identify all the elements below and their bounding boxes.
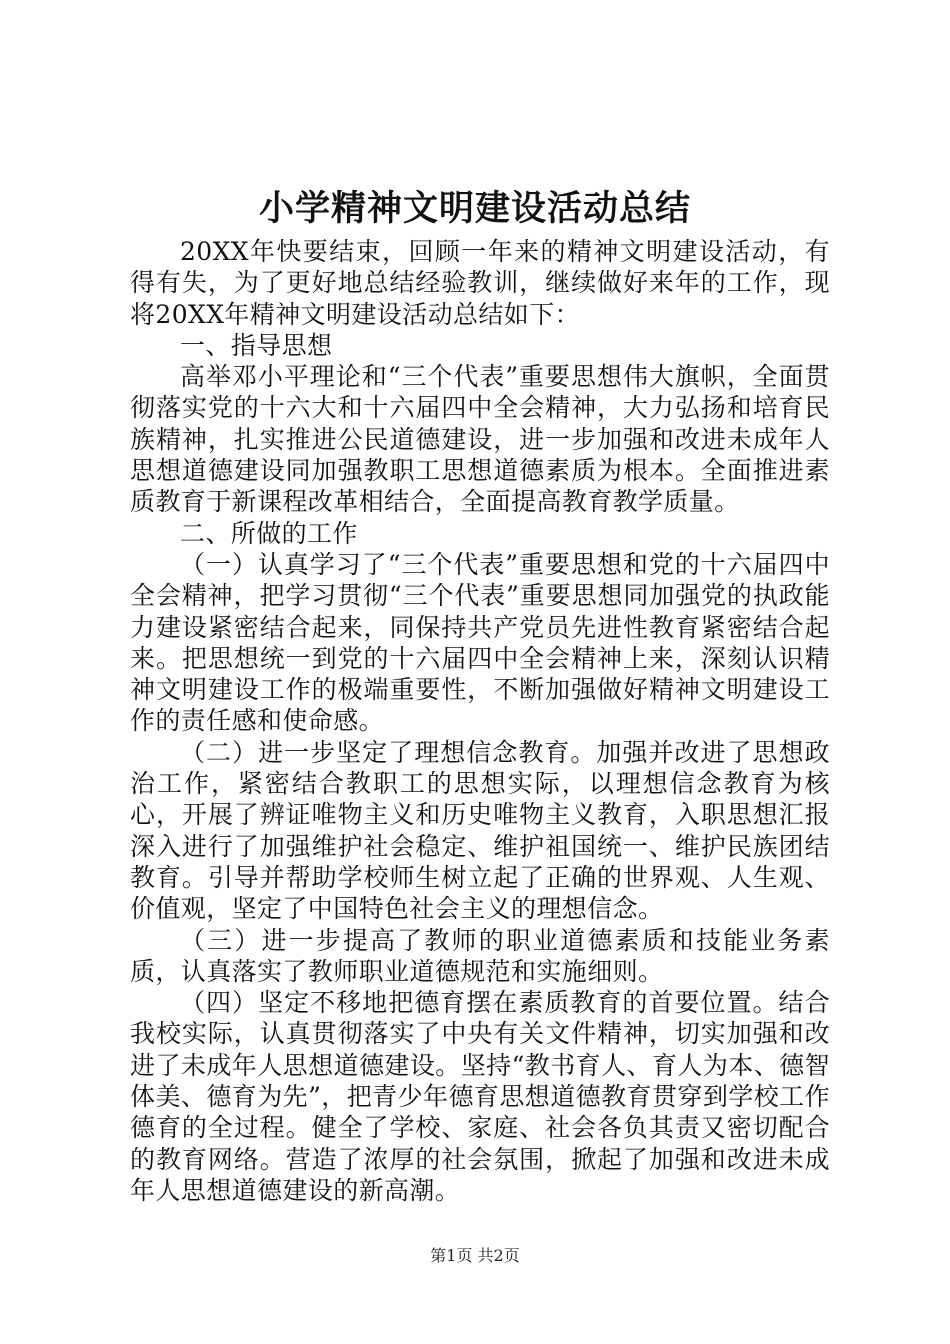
- work-item-2-paragraph: （二）进一步坚定了理想信念教育。加强并改进了思想政治工作，紧密结合教职工的思想实际，以理想信念教育为核心，开展了辨证唯物主义和历史唯物主义教育，入职思想汇报深入进行了加强维护社会稳定、维护祖国统一、维护民族团结教育。引导并帮助学校师生树立起了正确的世界观、人生观、价值观，坚定了中国特色社会主义的理想信念。: [130, 737, 830, 924]
- section-heading-work-done: 二、所做的工作: [180, 518, 358, 548]
- work-item-1-paragraph: （一）认真学习了“三个代表”重要思想和党的十六届四中全会精神，把学习贯彻“三个代表”重要思想同加强党的执政能力建设紧密结合起来，同保持共产党员先进性教育紧密结合起来。把思想统一到党的十六届四中全会精神上来，深刻认识精神文明建设工作的极端重要性，不断加强做好精神文明建设工作的责任感和使命感。: [130, 549, 830, 736]
- work-item-3-paragraph: （三）进一步提高了教师的职业道德素质和技能业务素质，认真落实了教师职业道德规范和实施细则。: [130, 925, 830, 986]
- page-title: 小学精神文明建设活动总结: [258, 188, 691, 229]
- guiding-ideology-paragraph: 高举邓小平理论和“三个代表”重要思想伟大旗帜，全面贯彻落实党的十六大和十六届四中全会精神，大力弘扬和培育民族精神，扎实推进公民道德建设，进一步加强和改进未成年人思想道德建设同加强教职工思想道德素质为根本。全面推进素质教育于新课程改革相结合，全面提高教育教学质量。: [130, 362, 830, 517]
- document-body: [130, 236, 830, 1206]
- intro-paragraph: 20XX年快要结束，回顾一年来的精神文明建设活动，有得有失，为了更好地总结经验教训，继续做好来年的工作，现将20XX年精神文明建设活动总结如下：: [130, 237, 830, 329]
- section-heading-guiding-ideology: 一、指导思想: [180, 330, 333, 360]
- work-item-4-paragraph: （四）坚定不移地把德育摆在素质教育的首要位置。结合我校实际，认真贯彻落实了中央有关文件精神，切实加强和改进了未成年人思想道德建设。坚持“教书育人、育人为本、德智体美、德育为先”，把青少年德育思想道德教育贯穿到学校工作德育的全过程。健全了学校、家庭、社会各负其责又密切配合的教育网络。营造了浓厚的社会氛围，掀起了加强和改进未成年人思想道德建设的新高潮。: [130, 988, 830, 1205]
- page-number-footer: 第1页 共2页: [430, 1246, 520, 1265]
